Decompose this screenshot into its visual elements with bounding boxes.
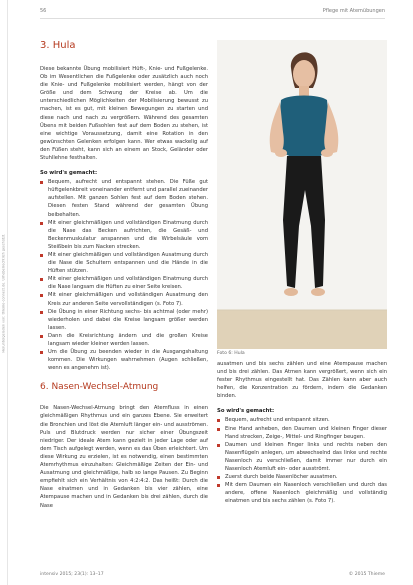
list-item: Die Übung in einer Richtung sechs- bis achtmal (oder mehr) wiederholen und dabei die Kreise langsam größer werden lassen. <box>40 308 208 332</box>
nasal-breathing-continuation: ausatmen und bis sechs zählen und eine Atempause machen und bis drei zählen. Das Atmen kann vergrößert, wenn sich ein fester Rhythmus eingestellt hat. Das Zählen kann aber auch helfen, die Konzentration zu fördern, indem die Gedanken binden. <box>217 361 387 400</box>
section-label: Pflege mit Atemübungen <box>322 8 385 14</box>
nasal-steps-list <box>217 416 387 505</box>
hula-intro: Diese bekannte Übung mobilisiert Hüft-, Knie- und Fußgelenke. Ob im Wesentlichen die Fußgelenke oder zusätzlich auch noch die Knie- und Fußgelenke mobilisiert werden, hängt von der Größe und dem Schwung der Kreise ab. Um die unterschiedlichen Möglichkeiten der Mobilisierung bewusst zu machen, ist es gut, mit kleinen Bewegungen zu starten und diese nach und nach zu vergrößern. Während des gesamten Übens mit beiden Fußsohlen fest auf dem Boden zu stehen, ist eine wichtige Voraussetzung, damit eine Rotation in den gewünschten Gelenken erfolgen kann. Wer etwas wackelig auf den Füßen steht, kann sich an einem an Stock, Geländer oder Stuhllehne festhalten. <box>40 66 208 162</box>
woman-standing-illustration <box>217 40 387 349</box>
exercise-title-hula: 3. Hula <box>40 40 76 51</box>
list-item: Mit einer gleichmäßigen und vollständigen Einatmung durch die Nase langsam die Hüften zu einer Seite kreisen. <box>40 275 208 291</box>
header-rule <box>40 18 385 19</box>
list-item: Mit einer gleichmäßigen und vollständigen Einatmung durch die Nase das Becken aufrichten, die Gesäß- und Beckenmuskulatur anspannen und die Wirbelsäule vom Steißbein bis zum Nacken strecken. <box>40 219 208 251</box>
nasal-instructions-heading: So wird's gemacht: <box>217 408 275 415</box>
side-watermark <box>0 0 8 585</box>
list-item: Bequem, aufrecht und entspannt stehen. Die Füße gut hüftgelenkbreit voneinander entfernt und parallel zueinander aufstellen. Mit ganzen Sohlen fest auf dem Boden stehen. Diesen festen Stand während der gesamten Übung beibehalten. <box>40 178 208 218</box>
copyright: © 2015 Thieme <box>348 572 385 577</box>
list-item: Mit einer gleichmäßigen und vollständigen Ausatmung durch die Nase die Schultern entspannen und die Hände in die Hüften stützen. <box>40 251 208 275</box>
list-item: Mit dem Daumen ein Nasenloch verschließen und durch das andere, offene Nasenloch gleichmäßig und vollständig einatmen und bis sechs zählen (s. Foto 7). <box>217 481 387 505</box>
hula-steps-list <box>40 178 208 372</box>
left-column <box>40 40 208 510</box>
hula-instructions-heading: So wird's gemacht: <box>40 170 98 177</box>
journal-citation: intensiv 2015; 23(1): 13–17 <box>40 572 104 577</box>
list-item: Um die Übung zu beenden wieder in die Ausgangshaltung kommen. Die Wirkungen wahrnehmen (Augen schließen, wenn es angenehm ist). <box>40 348 208 372</box>
list-item: Mit einer gleichmäßigen und vollständigen Ausatmung den Kreis zur anderen Seite vervollständigen (s. Foto 7). <box>40 291 208 307</box>
list-item: Dann die Kreisrichtung ändern und die großen Kreise langsam wieder kleiner werden lassen. <box>40 332 208 348</box>
page-number: 56 <box>40 8 47 14</box>
right-column <box>217 360 387 506</box>
exercise-title-nasal-breathing: 6. Nasen-Wechsel-Atmung <box>40 382 159 393</box>
exercise-photo <box>217 40 387 349</box>
list-item: Daumen und kleinen Finger links und rechts neben den Nasenflügeln anlegen, um abwechselnd das linke und rechte Nasenloch zu verschließen, damit immer nur durch ein Nasenloch Atemluft ein- oder ausströmt. <box>217 441 387 473</box>
nasal-breathing-intro: Die Nasen-Wechsel-Atmung bringt den Atemfluss in einen gleichmäßigen Rhythmus und ein ganzes Ebene. Sie erweitert die Bronchien und löst die Atemluft länger ein- und ausströmen. Puls und Blutdruck werden nur sicher einer Übungszeit niedriger. Der ideale Atem kann gezielt in jeder Lage oder auf dem Tisch aufgelegt werden, wenn es das Üben erleichtert. Um diese Wirkung zu erzielen, ist es notwendig, einen bestimmten Atemrhythmus einzuhalten: Gleichmäßige Zeiten der Ein- und Ausatmung und gleichmäßige, halb so lange Pausen. Zu Beginn empfiehlt sich ein Verhältnis von 4:2:4:2. Das heißt: Durch die Nase einatmen und in Gedanken bis vier zählen, eine Atempause machen und in Gedanken bis drei zählen, durch die Nase <box>40 405 208 509</box>
list-item: Zuerst durch beide Nasenlöcher ausatmen. <box>217 473 387 481</box>
list-item: Bequem, aufrecht und entspannt sitzen. <box>217 416 387 424</box>
page-footer <box>40 572 385 577</box>
page-header <box>40 6 385 16</box>
photo-caption: Foto 6: Hula <box>217 351 245 356</box>
list-item: Eine Hand anheben, den Daumen und kleinen Finger dieser Hand strecken, Zeige-, Mittel- und Ringfinger beugen. <box>217 425 387 441</box>
side-watermark-text: Heruntergeladen von: thieme-connect.de. Urheberrechtlich geschützt. <box>1 233 6 352</box>
